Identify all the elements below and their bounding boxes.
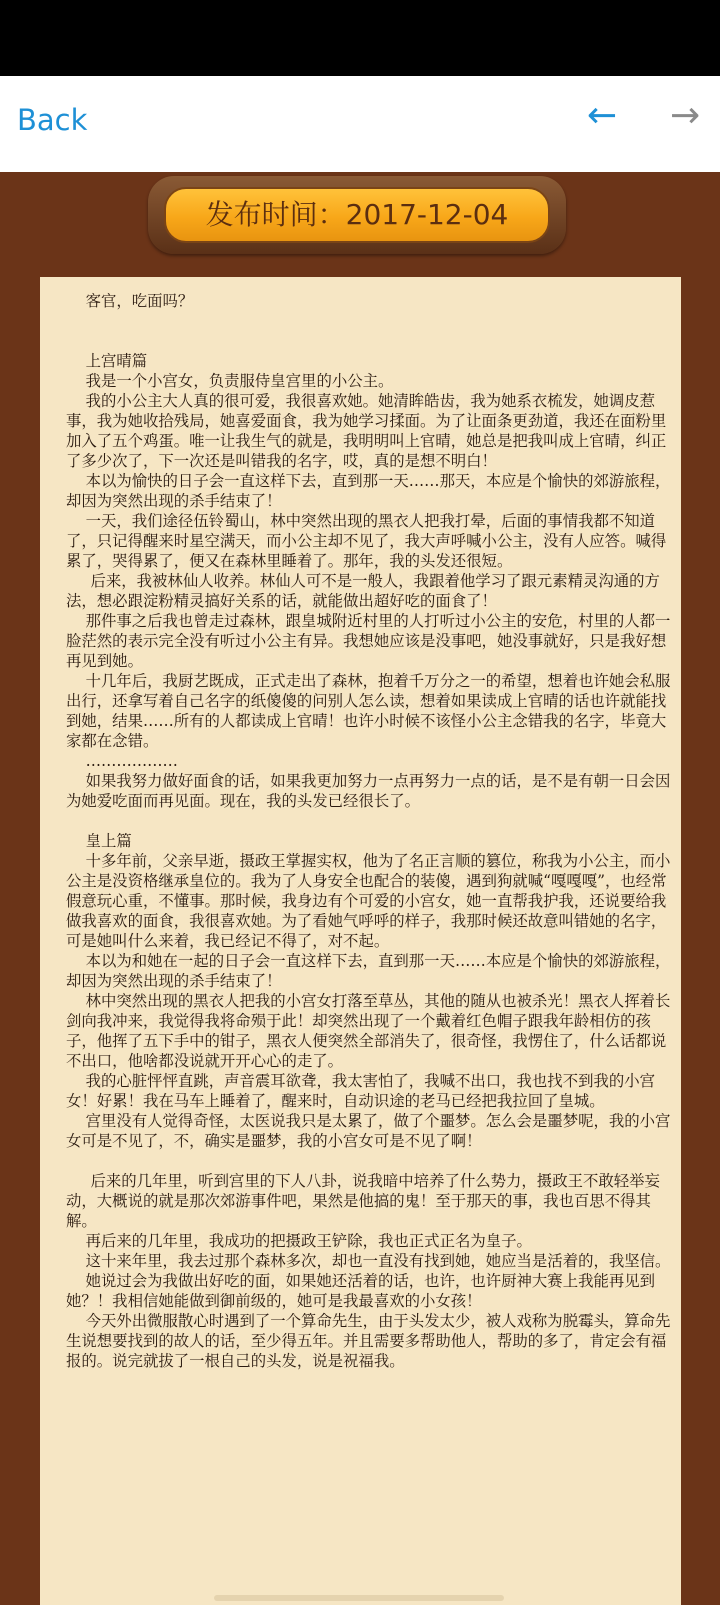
paragraph: 宫里没有人觉得奇怪，太医说我只是太累了，做了个噩梦。怎么会是噩梦呢，我的小宫女可是不见了，不，确实是噩梦，我的小宫女可是不见了啊！ [66,1112,671,1150]
top-nav-bar [0,76,720,172]
article-body [66,291,676,1371]
publish-date-label: 发布时间：2017-12-04 [205,198,509,231]
date-pill [164,187,550,243]
arrow-right-icon[interactable]: → [670,95,701,136]
paragraph: 本以为愉快的日子会一直这样下去，直到那一天……那天，本应是个愉快的郊游旅程，却因为突然出现的杀手结束了！ [66,472,671,510]
paragraph: 这十来年里，我去过那个森林多次，却也一直没有找到她，她应当是活着的，我坚信。 [66,1252,671,1270]
content-area [0,172,720,1605]
date-banner [148,176,566,254]
paragraph: 我的心脏怦怦直跳，声音震耳欲聋，我太害怕了，我喊不出口，我也找不到我的小宫女！好累！我在马车上睡着了，醒来时，自动识途的老马已经把我拉回了皇城。 [66,1072,656,1110]
paragraph: 林中突然出现的黑衣人把我的小宫女打落至草丛，其他的随从也被杀光！黑衣人挥着长剑向我冲来，我觉得我将命殒于此！却突然出现了一个戴着红色帽子跟我年龄相仿的孩子，他挥了五下手中的钳子，黑衣人便突然全部消失了，很奇怪，我愣住了，什么话都说不出口，他啥都没说就开开心心的走了。 [66,992,671,1070]
paragraph: 她说过会为我做出好吃的面，如果她还活着的话，也许，也许厨神大赛上我能再见到她？！我相信她能做到御前级的，她可是我最喜欢的小女孩！ [66,1272,656,1310]
paragraph: 我是一个小宫女，负责服侍皇宫里的小公主。 [66,372,394,390]
paragraph: 我的小公主大人真的很可爱，我很喜欢她。她清眸皓齿，我为她系衣梳发，她调皮惹事，我为她收拾残局，她喜爱面食，我为她学习揉面。为了让面条更劲道，我还在面粉里加入了五个鸡蛋。唯一让我生气的就是，我明明叫上官晴，她总是把我叫成上官晴，纠正了多少次了，下一次还是叫错我的名字，哎，真的是想不明白！ [66,392,667,470]
paragraph: 本以为和她在一起的日子会一直这样下去，直到那一天……本应是个愉快的郊游旅程，却因为突然出现的杀手结束了！ [66,952,671,990]
greeting-line: 客官，吃面吗？ [66,292,194,310]
back-button[interactable]: Back [17,103,88,137]
article-panel[interactable] [40,277,681,1605]
paragraph: 后来的几年里，听到宫里的下人八卦，说我暗中培养了什么势力，摄政王不敢轻举妄动，大概说的就是那次郊游事件吧，果然是他搞的鬼！至于那天的事，我也百思不得其解。 [66,1172,660,1230]
section-title: 皇上篇 [66,832,132,850]
paragraph: 如果我努力做好面食的话，如果我更加努力一点再努力一点的话，是不是有朝一日会因为她爱吃面而再见面。现在，我的头发已经很长了。 [66,772,671,810]
scroll-handle[interactable] [214,1595,504,1601]
paragraph: 后来，我被林仙人收养。林仙人可不是一般人，我跟着他学习了跟元素精灵沟通的方法，想必跟淀粉精灵搞好关系的话，就能做出超好吃的面食了！ [66,572,660,610]
paragraph: 十几年后，我厨艺既成，正式走出了森林，抱着千万分之一的希望，想着也许她会私服出行，还拿写着自己名字的纸傻傻的问别人怎么读，想着如果读成上官晴的话也许就能找到她，结果……所有的人都读成上官晴！也许小时候不该怪小公主念错我的名字，毕竟大家都在念错。 [66,672,671,750]
paragraph: 今天外出微服散心时遇到了一个算命先生，由于头发太少，被人戏称为脱霉头，算命先生说想要找到的故人的话，至少得五年。并且需要多帮助他人，帮助的多了，肯定会有福报的。说完就拔了一根自己的头发，说是祝福我。 [66,1312,671,1370]
status-bar [0,0,720,76]
paragraph: 那件事之后我也曾走过森林，跟皇城附近村里的人打听过小公主的安危，村里的人都一脸茫然的表示完全没有听过小公主有异。我想她应该是没事吧，她没事就好，只是我好想再见到她。 [66,612,671,670]
arrow-left-icon[interactable]: ← [587,95,618,136]
ellipsis-line: ……………… [66,752,178,770]
paragraph: 十多年前，父亲早逝，摄政王掌握实权，他为了名正言顺的篡位，称我为小公主，而小公主是没资格继承皇位的。我为了人身安全也配合的装傻，遇到狗就喊“嘎嘎嘎”，也经常假意玩心重，不懂事。那时候，我身边有个可爱的小宫女，她一直帮我护我，还说要给我做我喜欢的面食，我很喜欢她。为了看她气呼呼的样子，我那时候还故意叫错她的名字，可是她叫什么来着，我已经记不得了，对不起。 [66,852,671,950]
section-title: 上宫晴篇 [66,352,148,370]
paragraph: 一天，我们途径伍铃蜀山，林中突然出现的黑衣人把我打晕，后面的事情我都不知道了，只记得醒来时星空满天，而小公主却不见了，我大声呼喊小公主，没有人应答。喊得累了，哭得累了，便又在森林里睡着了。那年，我的头发还很短。 [66,512,667,570]
paragraph: 再后来的几年里，我成功的把摄政王铲除，我也正式正名为皇子。 [66,1232,532,1250]
